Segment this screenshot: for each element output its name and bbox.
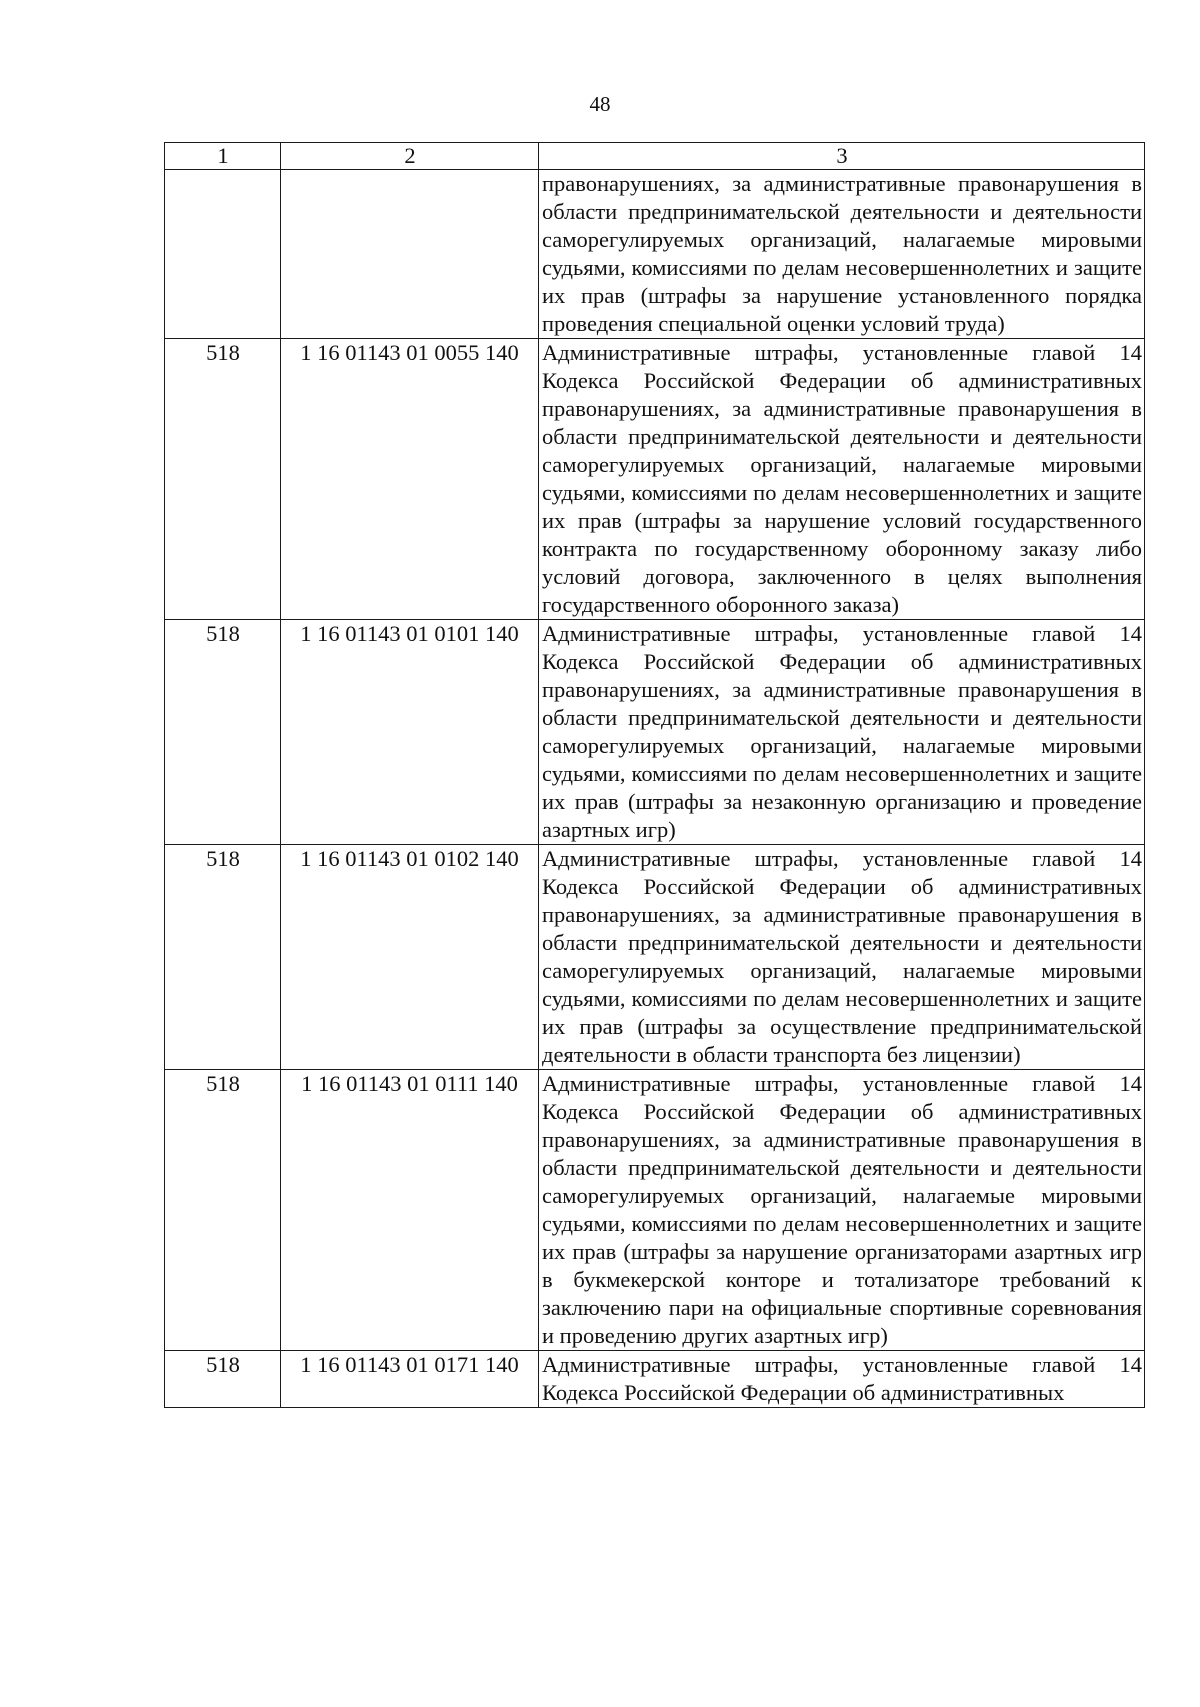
budget-code-cell: 1 16 01143 01 0055 140 xyxy=(281,339,539,620)
admin-code-cell: 518 xyxy=(165,620,281,845)
description-cell: Административные штрафы, установленные главой 14 Кодекса Российской Федерации об административных правонарушениях, за административные правонарушения в области предпринимательской деятельности и деятельности саморегулируемых организаций, налагаемые мировыми судьями, комиссиями по делам несовершеннолетних и защите их прав (штрафы за нарушение условий государственного контракта по государственному оборонному заказу либо условий договора, заключенного в целях выполнения государственного оборонного заказа) xyxy=(539,339,1145,620)
revenue-codes-table xyxy=(164,142,1145,1408)
header-cell-2: 2 xyxy=(281,143,539,170)
table-row xyxy=(165,845,1145,1070)
description-cell: Административные штрафы, установленные главой 14 Кодекса Российской Федерации об административных правонарушениях, за административные правонарушения в области предпринимательской деятельности и деятельности саморегулируемых организаций, налагаемые мировыми судьями, комиссиями по делам несовершеннолетних и защите их прав (штрафы за незаконную организацию и проведение азартных игр) xyxy=(539,620,1145,845)
admin-code-cell: 518 xyxy=(165,339,281,620)
budget-code-cell: 1 16 01143 01 0171 140 xyxy=(281,1351,539,1408)
table-header-row xyxy=(165,143,1145,170)
admin-code-cell: 518 xyxy=(165,1351,281,1408)
budget-code-cell: 1 16 01143 01 0102 140 xyxy=(281,845,539,1070)
budget-code-cell: 1 16 01143 01 0111 140 xyxy=(281,1070,539,1351)
table-row xyxy=(165,170,1145,339)
description-cell: Административные штрафы, установленные главой 14 Кодекса Российской Федерации об административных правонарушениях, за административные правонарушения в области предпринимательской деятельности и деятельности саморегулируемых организаций, налагаемые мировыми судьями, комиссиями по делам несовершеннолетних и защите их прав (штрафы за осуществление предпринимательской деятельности в области транспорта без лицензии) xyxy=(539,845,1145,1070)
budget-code-cell xyxy=(281,170,539,339)
header-cell-3: 3 xyxy=(539,143,1145,170)
admin-code-cell xyxy=(165,170,281,339)
admin-code-cell: 518 xyxy=(165,1070,281,1351)
budget-code-cell: 1 16 01143 01 0101 140 xyxy=(281,620,539,845)
admin-code-cell: 518 xyxy=(165,845,281,1070)
description-cell: Административные штрафы, установленные главой 14 Кодекса Российской Федерации об административных правонарушениях, за административные правонарушения в области предпринимательской деятельности и деятельности саморегулируемых организаций, налагаемые мировыми судьями, комиссиями по делам несовершеннолетних и защите их прав (штрафы за нарушение организаторами азартных игр в букмекерской конторе и тотализаторе требований к заключению пари на официальные спортивные соревнования и проведению других азартных игр) xyxy=(539,1070,1145,1351)
page-number: 48 xyxy=(589,92,611,116)
header-cell-1: 1 xyxy=(165,143,281,170)
table-row xyxy=(165,1351,1145,1408)
description-cell: Административные штрафы, установленные главой 14 Кодекса Российской Федерации об административных xyxy=(539,1351,1145,1408)
table-row xyxy=(165,620,1145,845)
table-row xyxy=(165,1070,1145,1351)
table-row xyxy=(165,339,1145,620)
description-cell: правонарушениях, за административные правонарушения в области предпринимательской деятельности и деятельности саморегулируемых организаций, налагаемые мировыми судьями, комиссиями по делам несовершеннолетних и защите их прав (штрафы за нарушение установленного порядка проведения специальной оценки условий труда) xyxy=(539,170,1145,339)
